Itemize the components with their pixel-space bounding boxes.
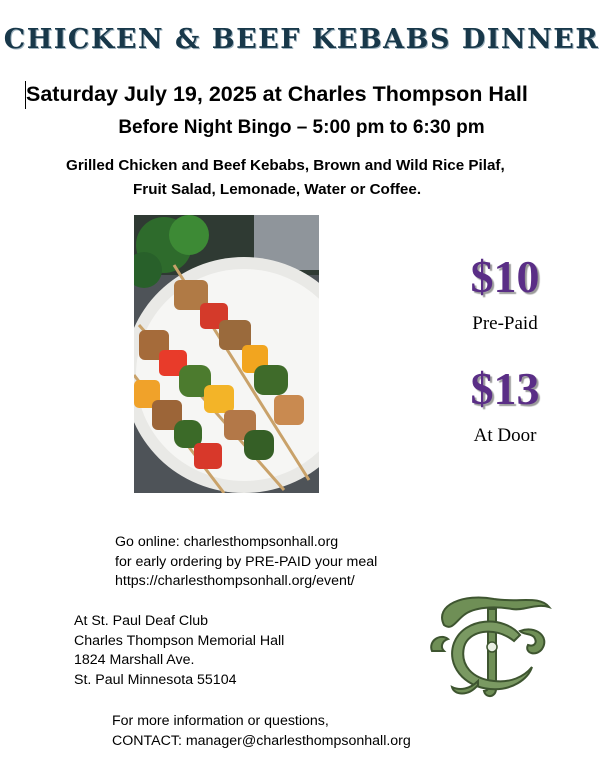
contact-email: CONTACT: manager@charlesthompsonhall.org bbox=[112, 732, 411, 749]
online-ordering-info bbox=[115, 533, 377, 592]
address-line-2: Charles Thompson Memorial Hall bbox=[74, 632, 285, 649]
contact-line-1: For more information or questions, bbox=[112, 713, 329, 729]
prepaid-price: $10 bbox=[470, 251, 540, 302]
online-line-2: for early ordering by PRE-PAID your meal bbox=[115, 553, 378, 570]
door-label: At Door bbox=[473, 425, 537, 446]
event-title: CHICKEN & BEEF KEBABS DINNER bbox=[3, 24, 600, 55]
kebab-photo bbox=[134, 215, 319, 493]
event-url: https://charlesthompsonhall.org/event/ bbox=[115, 573, 355, 590]
menu-line-2: Fruit Salad, Lemonade, Water or Coffee. bbox=[133, 181, 422, 198]
ct-monogram-logo bbox=[424, 585, 556, 705]
address-line-1: At St. Paul Deaf Club bbox=[74, 613, 209, 629]
menu-line-1: Grilled Chicken and Beef Kebabs, Brown and Wild Rice Pilaf, bbox=[66, 157, 505, 174]
door-price: $13 bbox=[470, 363, 540, 414]
address-line-3: 1824 Marshall Ave. bbox=[74, 652, 195, 669]
online-line-1: Go online: charlesthompsonhall.org bbox=[115, 534, 339, 550]
prepaid-label: Pre-Paid bbox=[472, 313, 538, 334]
contact-info bbox=[112, 712, 411, 751]
venue-address bbox=[74, 612, 284, 690]
event-time: Before Night Bingo – 5:00 pm to 6:30 pm bbox=[118, 117, 485, 138]
event-date-location: Saturday July 19, 2025 at Charles Thompson Hall bbox=[26, 82, 528, 106]
address-line-4: St. Paul Minnesota 55104 bbox=[74, 671, 237, 688]
